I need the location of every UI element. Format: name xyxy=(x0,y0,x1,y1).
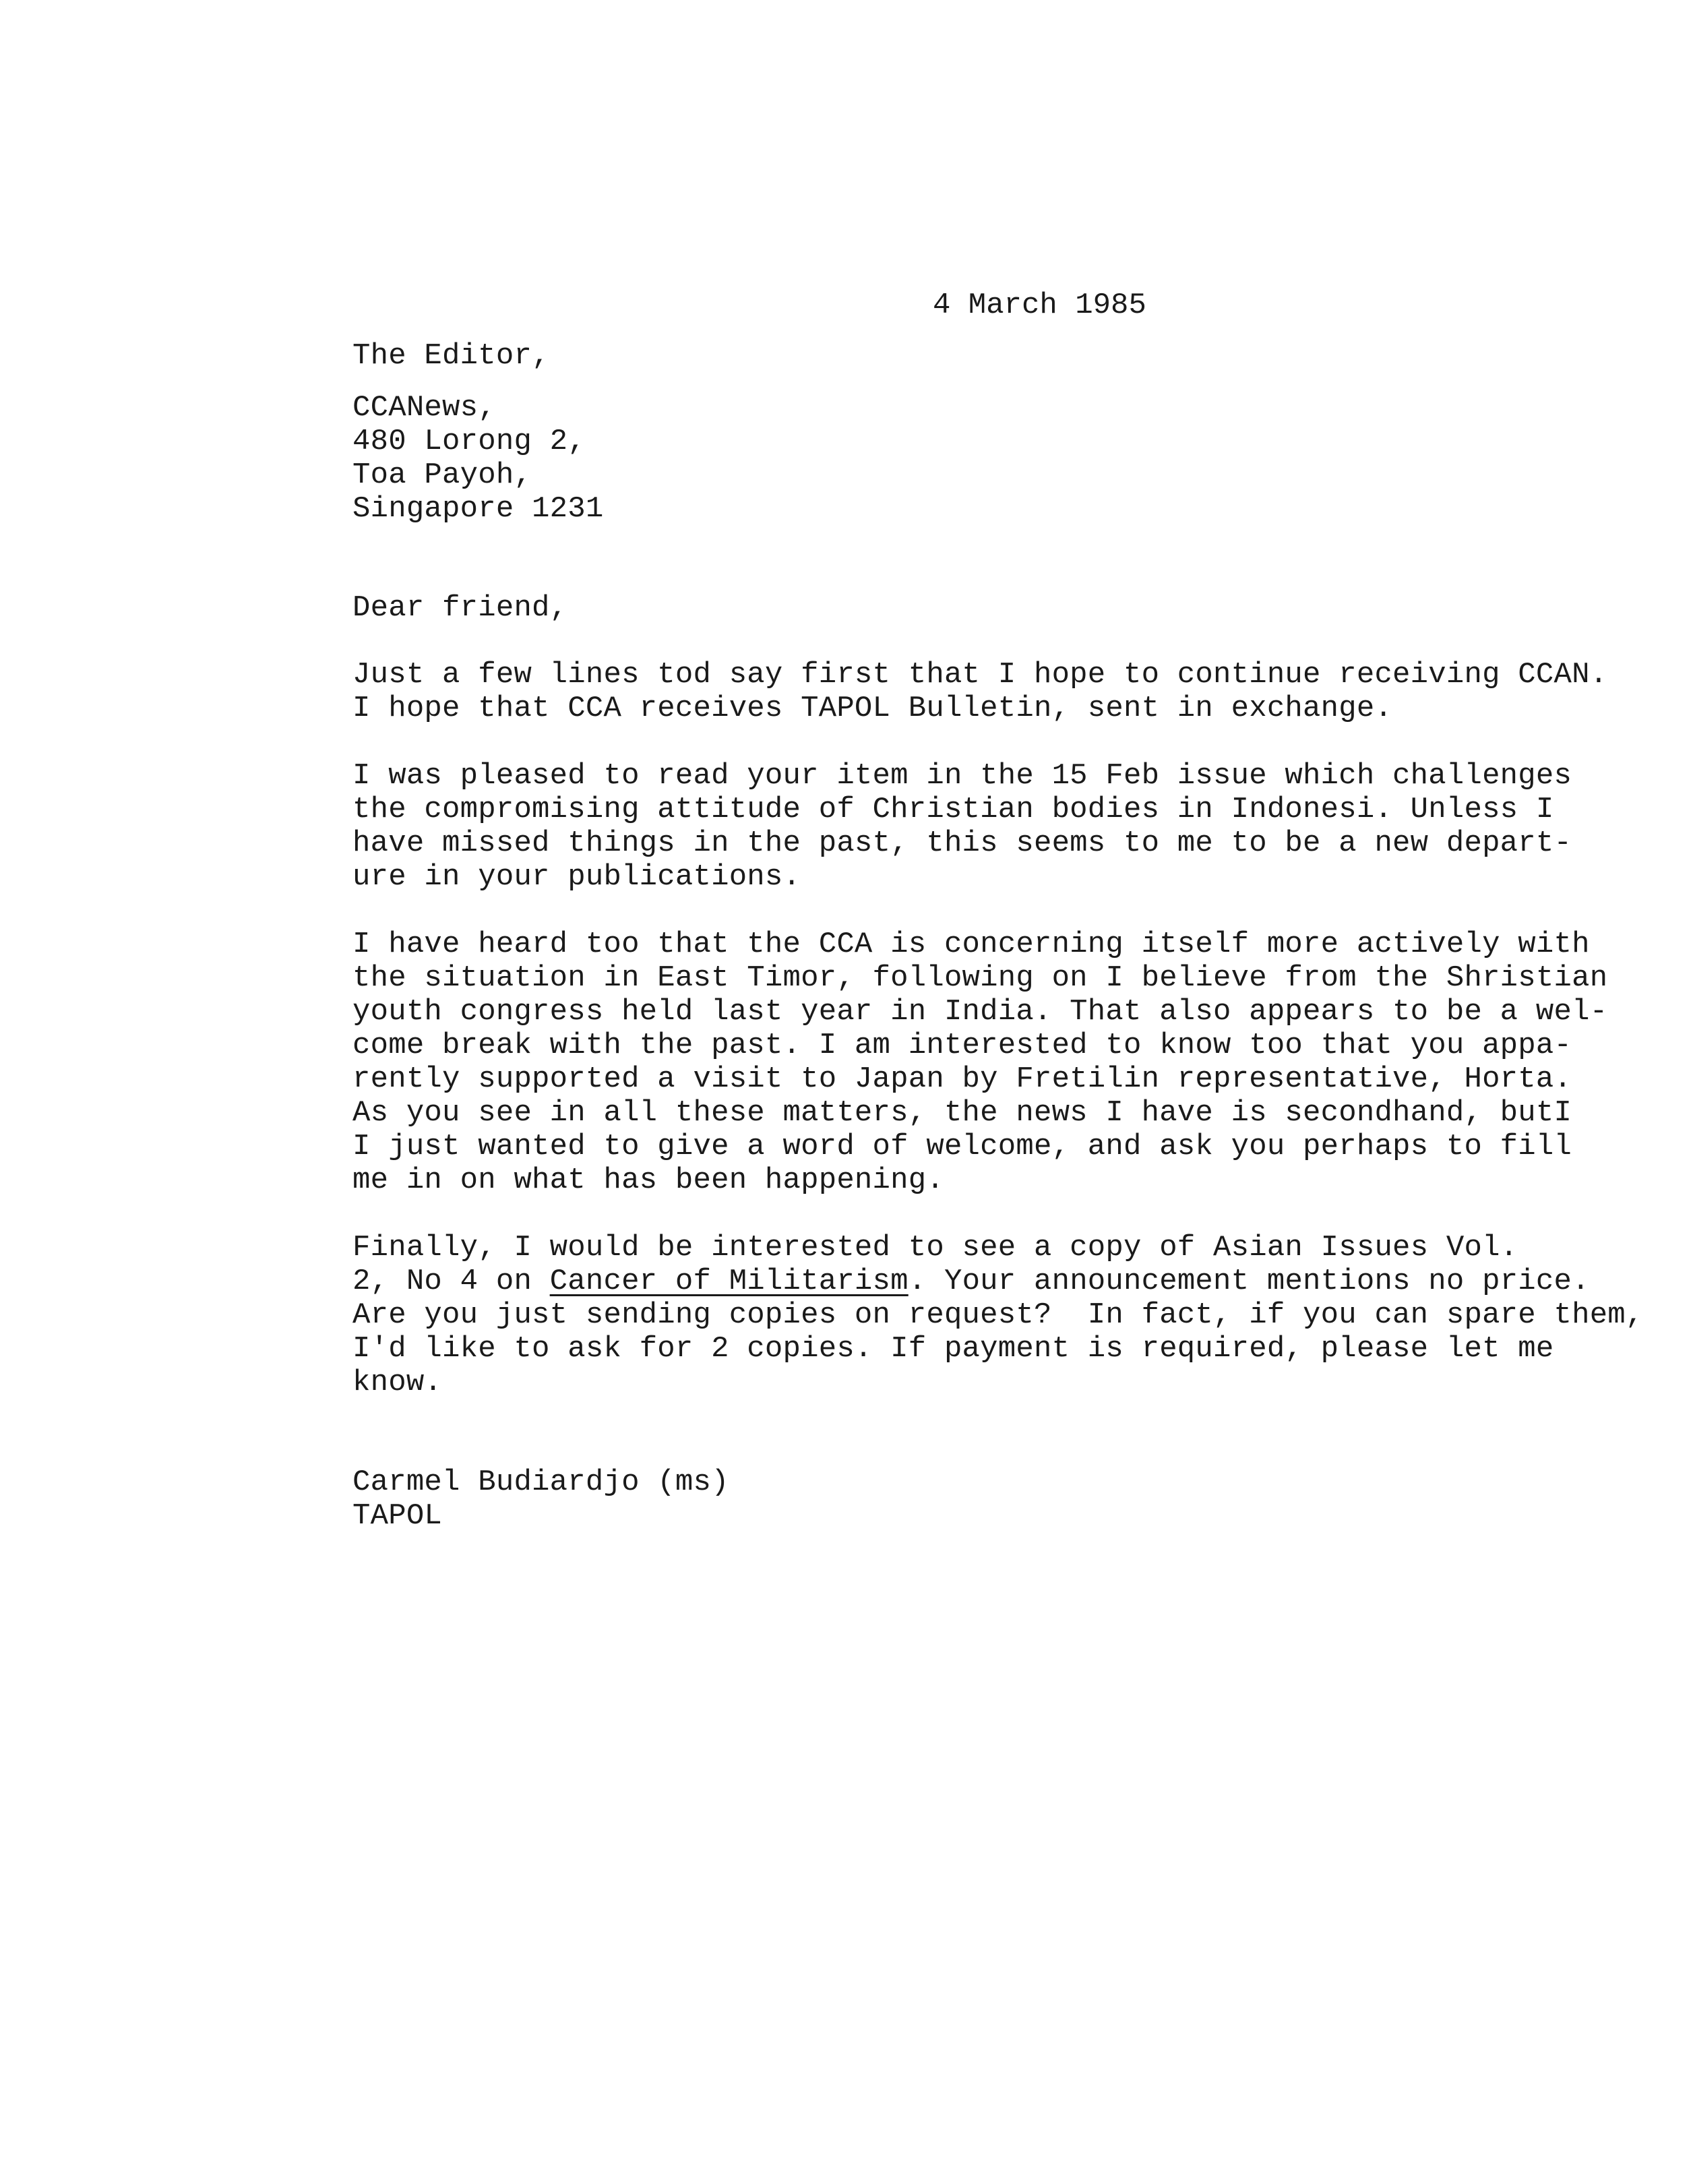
body-line: As you see in all these matters, the news I have is secondhand, butI xyxy=(352,1096,1572,1130)
recipient-line: Singapore 1231 xyxy=(352,492,604,526)
publication-title: Cancer of Militarism xyxy=(549,1265,909,1298)
body-line: I hope that CCA receives TAPOL Bulletin, sent in exchange. xyxy=(352,692,1393,725)
text-segment: 2, No 4 on xyxy=(352,1265,550,1298)
signature-name: Carmel Budiardjo (ms) xyxy=(352,1465,729,1499)
body-line: have missed things in the past, this seems to me to be a new depart- xyxy=(352,826,1572,860)
body-line: Just a few lines tod say first that I hope to continue receiving CCAN. xyxy=(352,658,1608,692)
body-line: me in on what has been happening. xyxy=(352,1163,944,1197)
body-line: come break with the past. I am interested to know too that you appa- xyxy=(352,1029,1572,1062)
body-line: youth congress held last year in India. That also appears to be a wel- xyxy=(352,995,1608,1029)
recipient-line: Toa Payoh, xyxy=(352,458,532,492)
letter-date: 4 March 1985 xyxy=(933,289,1146,322)
body-line: Are you just sending copies on request? In fact, if you can spare them, xyxy=(352,1298,1644,1332)
body-line: I have heard too that the CCA is concerning itself more actively with xyxy=(352,928,1590,961)
signature-organization: TAPOL xyxy=(352,1499,443,1533)
body-line: ure in your publications. xyxy=(352,860,801,894)
body-line: I just wanted to give a word of welcome, and ask you perhaps to fill xyxy=(352,1130,1572,1163)
recipient-line: The Editor, xyxy=(352,339,550,373)
body-line: I was pleased to read your item in the 15 Feb issue which challenges xyxy=(352,759,1572,793)
recipient-line: CCANews, xyxy=(352,391,496,425)
text-segment: . Your announcement mentions no price. xyxy=(908,1265,1590,1298)
body-line xyxy=(352,1265,1590,1298)
body-line: Finally, I would be interested to see a copy of Asian Issues Vol. xyxy=(352,1231,1518,1265)
recipient-line: 480 Lorong 2, xyxy=(352,425,586,458)
salutation: Dear friend, xyxy=(352,591,568,625)
body-line: know. xyxy=(352,1366,443,1399)
body-line: I'd like to ask for 2 copies. If payment is required, please let me xyxy=(352,1332,1554,1366)
body-line: the compromising attitude of Christian bodies in Indonesi. Unless I xyxy=(352,793,1554,826)
body-line: rently supported a visit to Japan by Fretilin representative, Horta. xyxy=(352,1062,1572,1096)
body-line: the situation in East Timor, following on I believe from the Shristian xyxy=(352,961,1608,995)
